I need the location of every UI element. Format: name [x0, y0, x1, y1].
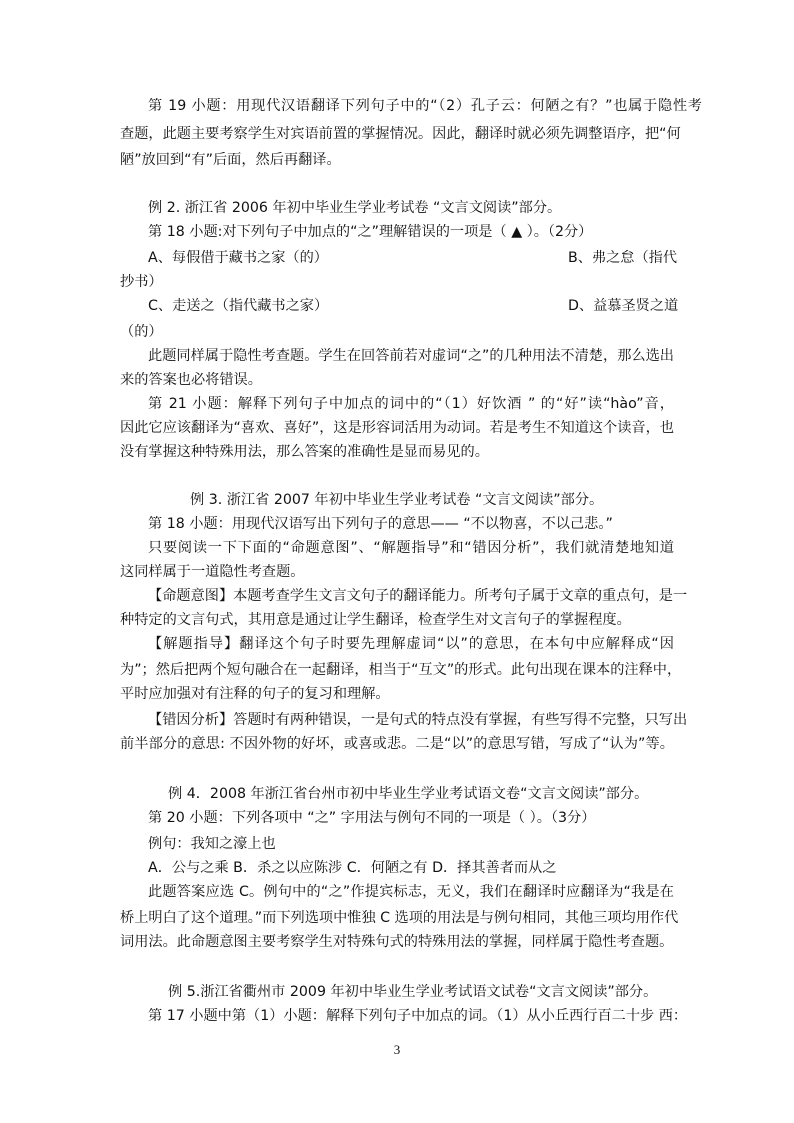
text-line: A．公与之乘 B．杀之以应陈涉 C．何陋之有 D．择其善者而从之 [148, 860, 557, 876]
text-line: 例 5.浙江省衢州市 2009 年初中毕业生学业考试语文试卷“文言文阅读”部分。 [168, 984, 658, 1000]
text-line: 查题，此题主要考察学生对宾语前置的掌握情况。因此，翻译时就必须先调整语序，把“何 [120, 126, 681, 142]
text-line: B、弗之怠（指代 [568, 250, 678, 266]
text-line: 第 18 小题：用现代汉语写出下列句子的意思—— “不以物喜，不以己悲。” [148, 516, 613, 532]
text-line: 抄书） [120, 274, 163, 290]
text-line: 为”；然后把两个短句融合在一起翻译，相当于“互文”的形式。此句出现在课本的注释中， [120, 662, 682, 678]
text-line: A、每假借于藏书之家（的） [148, 250, 328, 266]
text-line: 第 21 小题：解释下列句子中加点的词中的“（1）好饮酒 ” 的“好”读“hào”音， [148, 396, 674, 412]
text-line: 只要阅读一下下面的“命题意图”、“解题指导”和“错因分析”，我们就清楚地知道 [148, 540, 674, 556]
text-line: 例 3. 浙江省 2007 年初中毕业生学业考试卷 “文言文阅读”部分。 [190, 492, 604, 508]
page-number: 3 [393, 1042, 401, 1057]
text-line: 没有掌握这种特殊用法，那么答案的准确性是显而易见的。 [120, 444, 489, 460]
text-line: 第 17 小题中第（1）小题：解释下列句子中加点的词。（1）从小丘西行百二十步 西： [148, 1008, 688, 1024]
text-line: 来的答案也必将错误。 [120, 372, 262, 388]
text-line: 此题答案应选 C。例句中的“之”作提宾标志，无义，我们在翻译时应翻译为“我是在 [148, 884, 674, 900]
text-line: 种特定的文言句式，其用意是通过让学生翻译，检查学生对文言句子的掌握程度。 [120, 612, 631, 628]
text-line: （的） [120, 324, 163, 340]
text-line: 【命题意图】本题考查学生文言文句子的翻译能力。所考句子属于文章的重点句，是一 [148, 588, 688, 604]
text-line: 例句：我知之濠上也 [148, 836, 276, 852]
text-line: 例 2. 浙江省 2006 年初中毕业生学业考试卷 “文言文阅读”部分。 [148, 200, 562, 216]
text-line: 平时应加强对有注释的句子的复习和理解。 [120, 686, 390, 702]
text-line: 前半部分的意思: 不因外物的好坏，或喜或悲。二是“以”的意思写错，写成了“认为”等。 [120, 736, 674, 752]
text-line: 因此它应该翻译为“喜欢、喜好”，这是形容词活用为动词。若是考生不知道这个读音，也 [120, 420, 674, 436]
text-line: 陋”放回到“有”后面，然后再翻译。 [120, 152, 341, 168]
text-line: 桥上明白了这个道理。”而下列选项中惟独 C 选项的用法是与例句相同，其他三项均用作代 [120, 910, 679, 926]
text-line: 例 4．2008 年浙江省台州市初中毕业生学业考试语文卷“文言文阅读”部分。 [168, 786, 649, 802]
text-line: D、益慕圣贤之道 [568, 298, 679, 314]
text-line: 【解题指导】翻译这个句子时要先理解虚词“以”的意思，在本句中应解释成“因 [148, 636, 674, 652]
text-line: 词用法。此命题意图主要考察学生对特殊句式的特殊用法的掌握，同样属于隐性考查题。 [120, 934, 674, 950]
text-line: 这同样属于一道隐性考查题。 [120, 564, 305, 580]
text-line: 第 19 小题：用现代汉语翻译下列句子中的“（2）孔子云：何陋之有？”也属于隐性考 [148, 98, 702, 114]
text-line: C、走送之（指代藏书之家） [148, 298, 329, 314]
text-line: 【错因分析】答题时有两种错误，一是句式的特点没有掌握，有些写得不完整，只写出 [148, 712, 688, 728]
text-line: 第 18 小题:对下列句子中加点的“之”理解错误的一项是（ ▲ ）。（2分） [148, 224, 593, 240]
text-line: 第 20 小题：下列各项中 “之” 字用法与例句不同的一项是（ ）。（3分） [148, 810, 596, 826]
text-line: 此题同样属于隐性考查题。学生在回答前若对虚词“之”的几种用法不清楚，那么选出 [148, 348, 674, 364]
